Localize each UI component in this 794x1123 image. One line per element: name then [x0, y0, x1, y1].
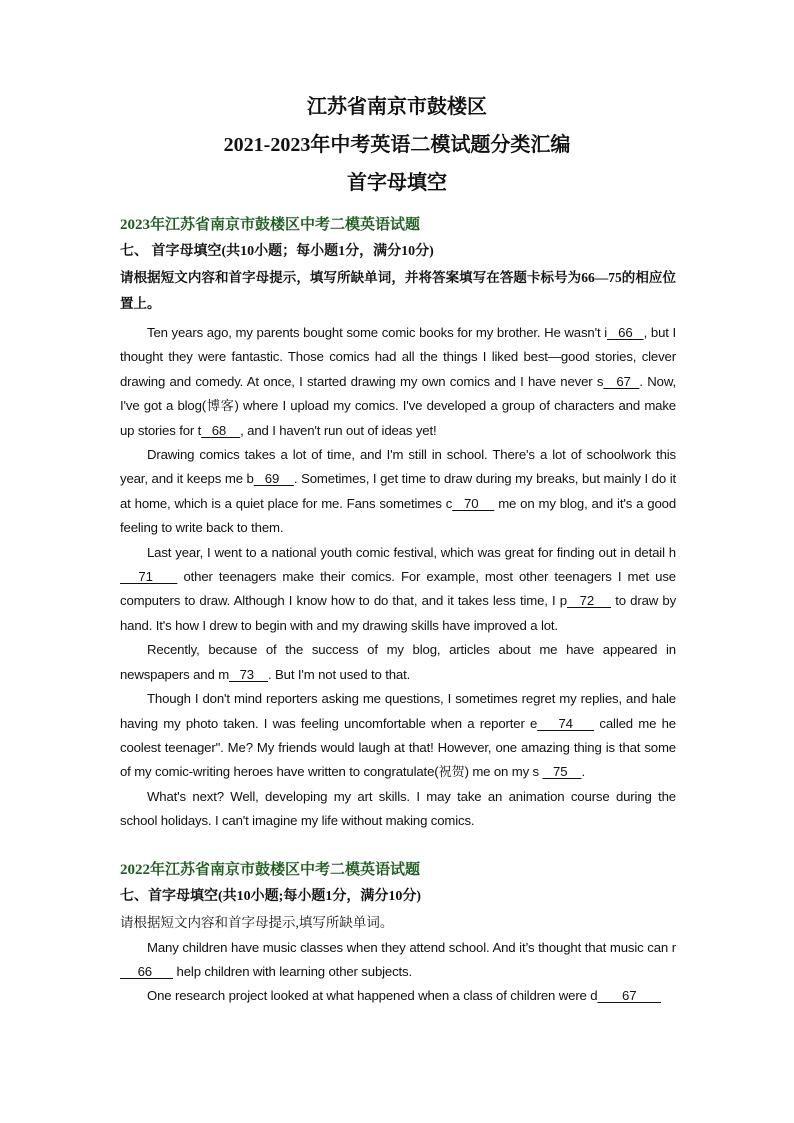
answer-blank-69: 69	[253, 471, 294, 487]
passage-text: Recently, because of the success of my blog, articles about me have appeared in newspapers and m	[120, 642, 676, 682]
answer-blank-74: 74	[537, 715, 595, 731]
passage-text: , and I haven't run out of ideas yet!	[240, 422, 437, 438]
title-topic: 首字母填空	[347, 172, 447, 194]
section-heading-2022: 2022年江苏省南京市鼓楼区中考二模英语试题	[120, 861, 421, 878]
passage-text: Many children have music classes when they attend school. And it’s thought that music can r	[147, 939, 676, 955]
answer-blank-68: 68	[201, 422, 241, 438]
passage-text: Last year, I went to a national youth comic festival, which was great for finding out in detail h	[147, 544, 676, 560]
passage-text: to draw by hand. It's how I drew to begin with and my drawing skills have improved a lot.	[120, 593, 677, 633]
passage-text: One research project looked at what happened when a class of children were d	[147, 988, 598, 1004]
passage-text: .	[581, 764, 585, 780]
instructions-2023: 请根据短文内容和首字母提示，填写所缺单词，并将答案填写在答题卡标号为66—75的相应位置上。	[120, 270, 676, 311]
passage-paragraph	[120, 936, 676, 985]
passage-paragraph	[120, 687, 676, 785]
section-heading-2023: 2023年江苏省南京市鼓楼区中考二模英语试题	[120, 217, 421, 233]
answer-blank-71: 71	[120, 569, 178, 585]
passage-paragraph	[120, 638, 676, 687]
answer-blank-73: 73	[229, 666, 268, 682]
passage-text: Drawing comics takes a lot of time, and I'm still in school. There's a lot of schoolwork this year, and it keeps me b	[120, 447, 676, 487]
passage-paragraph	[120, 541, 676, 639]
answer-blank-70: 70	[452, 495, 495, 511]
answer-blank-75: 75	[542, 764, 582, 780]
document-body	[120, 213, 676, 1009]
instructions-2022: 请根据短文内容和首字母提示,填写所缺单词。	[120, 914, 394, 930]
answer-blank-67: 67	[597, 988, 662, 1004]
passage-text: . Sometimes, I get time to draw during my breaks, but mainly I do it at home, which is a quiet place for me. Fans sometimes c	[120, 471, 676, 511]
section-2023	[120, 213, 676, 834]
passage-text: . Now, I've got a blog(博客) where I upload my comics. I've developed a group of characters and make up stories for t	[120, 373, 676, 438]
passage-text: other teenagers make their comics. For example, most other teenagers I met use computers to draw. Although I know how to do that, and it takes less time, I p	[120, 569, 676, 609]
passage-text: . But I'm not used to that.	[268, 666, 411, 682]
section-2022	[120, 858, 676, 1009]
passage-paragraph	[120, 321, 676, 443]
passage-text: called me he coolest teenager". Me? My friends would laugh at that! However, one amazing thing is that some of my comic-writing heroes have written to congratulate(祝贺) me on my s	[120, 715, 676, 780]
passage-paragraph	[120, 443, 676, 541]
answer-blank-66: 66	[606, 325, 644, 340]
title-exam-collection: 2021-2023年中考英语二模试题分类汇编	[223, 134, 571, 156]
passage-paragraph	[120, 984, 676, 1008]
passage-text: Though I don't mind reporters asking me questions, I sometimes regret my replies, and hale having my photo taken. I was feeling uncomfortable when a reporter e	[120, 691, 676, 731]
question-heading-2022: 七、首字母填空(共10小题;每小题1分，满分10分)	[120, 888, 421, 904]
passage-text: , but I thought they were fantastic. Those comics had all the things I liked best—good stories, clever drawing and comedy. At once, I started drawing my own comics and I have never s	[120, 325, 676, 389]
title-block	[0, 88, 794, 202]
answer-blank-72: 72	[566, 593, 611, 609]
passage-text: help children with learning other subjects.	[173, 963, 413, 979]
passage-text: Ten years ago, my parents bought some comic books for my brother. He wasn't i	[147, 325, 607, 340]
passage-paragraph: What's next? Well, developing my art skills. I may take an animation course during the school holidays. I can't imagine my life without making comics.	[120, 788, 676, 829]
answer-blank-67: 67	[603, 373, 640, 389]
title-region: 江苏省南京市鼓楼区	[307, 96, 487, 118]
passage-text: me on my blog, and it's a good feeling to write back to them.	[120, 495, 676, 536]
answer-blank-66: 66	[120, 963, 174, 979]
question-heading-2023: 七、 首字母填空(共10小题；每小题1分，满分10分)	[120, 244, 434, 259]
